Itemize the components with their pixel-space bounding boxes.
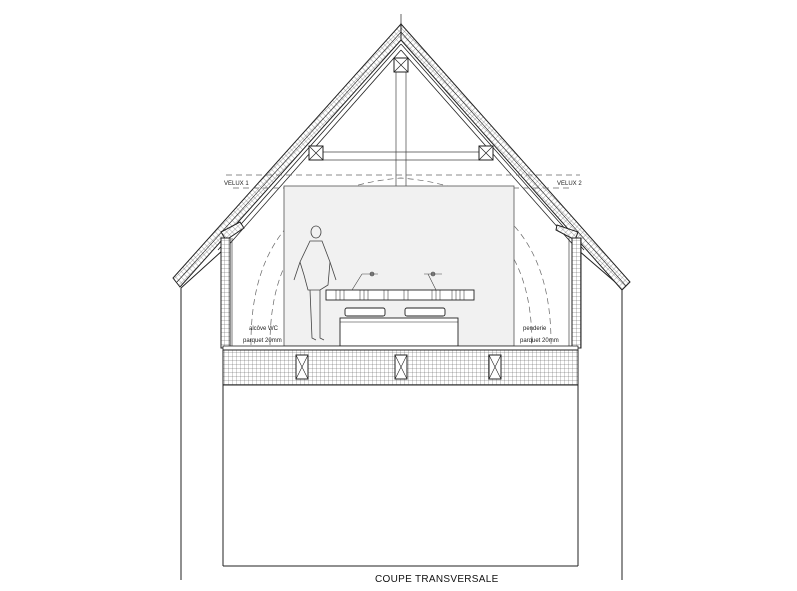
- velux-left-label: VELUX 1: [224, 181, 249, 187]
- alcove-wc-label: alcôve WC: [249, 326, 279, 332]
- parquet-left-label: parquet 20mm: [243, 338, 282, 344]
- velux-window-right: [556, 225, 581, 348]
- penderie-label: penderie: [523, 326, 547, 332]
- collar-beam: [314, 152, 488, 160]
- parquet-right-label: parquet 20mm: [520, 338, 559, 344]
- shelf: [326, 290, 474, 300]
- floor-slab: [223, 346, 578, 385]
- velux-right-label: VELUX 2: [557, 181, 582, 187]
- drawing-title: COUPE TRANSVERSALE: [375, 574, 499, 585]
